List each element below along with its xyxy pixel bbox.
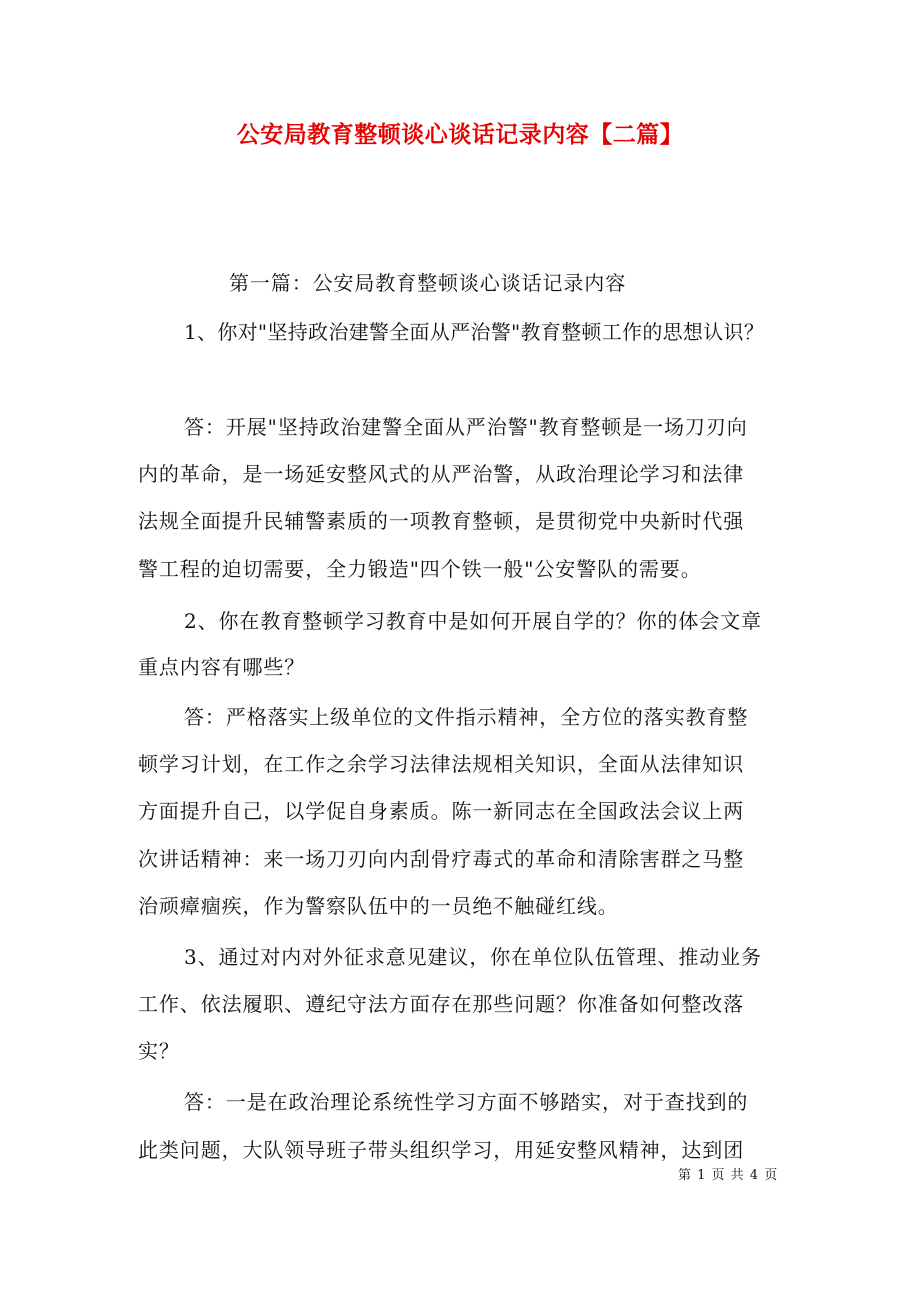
answer-2-line-5: 治顽瘴痼疾，作为警察队伍中的一员绝不触碰红线。 [138,894,619,918]
answer-2-line-2: 顿学习计划，在工作之余学习法律法规相关知识，全面从法律知识 [138,752,745,776]
question-3-line-2: 工作、依法履职、遵纪守法方面存在那些问题？你准备如何整改落 [138,992,745,1016]
question-2-line-2: 重点内容有哪些？ [138,655,306,679]
question-3-line-3: 实？ [138,1039,180,1063]
question-1: 1、你对"坚持政治建警全面从严治警"教育整顿工作的思想认识？ [184,320,765,344]
question-2-line-1: 2、你在教育整顿学习教育中是如何开展自学的？你的体会文章 [184,609,762,633]
answer-3-line-2: 此类问题，大队领导班子带头组织学习，用延安整风精神，达到团 [138,1138,745,1162]
page-number: 第 1 页 共 4 页 [678,1168,779,1183]
answer-2-line-1: 答：严格落实上级单位的文件指示精神，全方位的落实教育整 [184,705,749,729]
answer-1-line-2: 内的革命，是一场延安整风式的从严治警，从政治理论学习和法律 [138,462,745,486]
answer-1-line-3: 法规全面提升民辅警素质的一项教育整顿，是贯彻党中央新时代强 [138,509,745,533]
section-heading: 第一篇：公安局教育整顿谈心谈话记录内容 [229,271,627,295]
document-title: 公安局教育整顿谈心谈话记录内容【二篇】 [236,121,684,148]
question-3-line-1: 3、通过对内对外征求意见建议，你在单位队伍管理、推动业务 [184,945,762,969]
answer-1-line-4: 警工程的迫切需要，全力锻造"四个铁一般"公安警队的需要。 [138,557,702,581]
answer-1-line-1: 答：开展"坚持政治建警全面从严治警"教育整顿是一场刀刃向 [184,415,748,439]
answer-2-line-4: 次讲话精神：来一场刀刃向内刮骨疗毒式的革命和清除害群之马整 [138,847,745,871]
answer-3-line-1: 答：一是在政治理论系统性学习方面不够踏实，对于查找到的 [184,1090,749,1114]
answer-2-line-3: 方面提升自己，以学促自身素质。陈一新同志在全国政法会议上两 [138,799,745,823]
